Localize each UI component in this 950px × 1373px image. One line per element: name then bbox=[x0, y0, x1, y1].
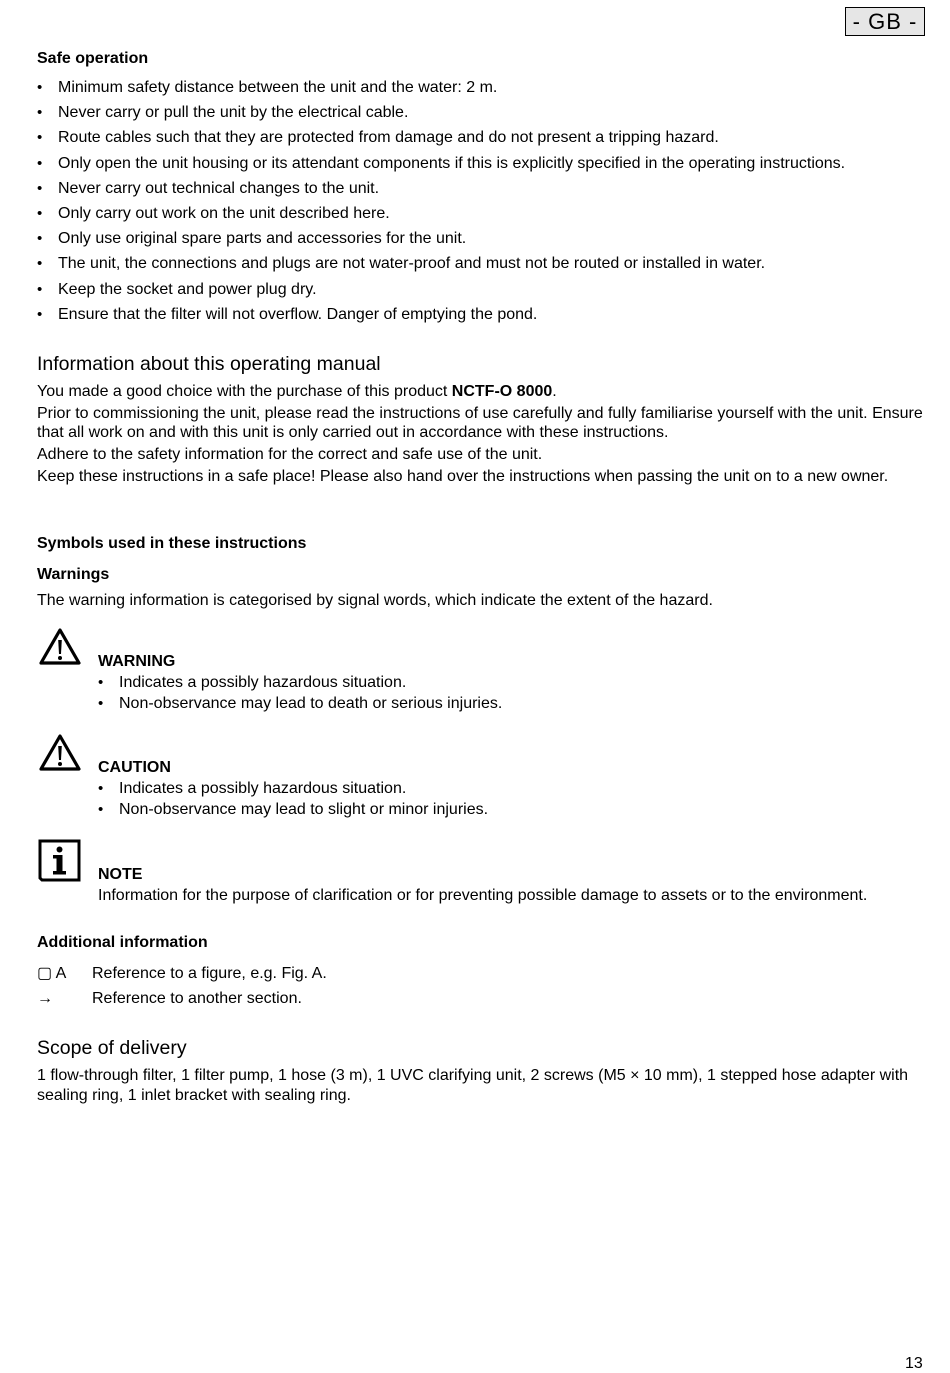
warning-title: WARNING bbox=[98, 653, 176, 670]
list-item: • Never carry or pull the unit by the electrical cable. bbox=[37, 103, 845, 128]
symbols-heading: Symbols used in these instructions bbox=[37, 535, 307, 552]
caution-title: CAUTION bbox=[98, 759, 171, 776]
additional-info-heading: Additional information bbox=[37, 934, 208, 951]
info-icon bbox=[38, 839, 81, 882]
caution-list bbox=[98, 778, 488, 820]
manual-paragraph-3: Keep these instructions in a safe place! Please also hand over the instructions when passing the unit on to a new owner. bbox=[37, 468, 889, 485]
manual-info-heading: Information about this operating manual bbox=[37, 353, 381, 375]
list-item: • Minimum safety distance between the unit and the water: 2 m. bbox=[37, 78, 845, 103]
list-item: • Keep the socket and power plug dry. bbox=[37, 280, 845, 305]
caution-block bbox=[98, 758, 488, 820]
list-item: • Route cables such that they are protected from damage and do not present a tripping hazard. bbox=[37, 128, 845, 153]
manual-info-body bbox=[37, 382, 927, 487]
note-title: NOTE bbox=[98, 866, 143, 883]
product-model: NCTF-O 8000 bbox=[451, 383, 553, 400]
figure-reference-text: Reference to a figure, e.g. Fig. A. bbox=[92, 965, 327, 982]
list-item: • Indicates a possibly hazardous situation. bbox=[98, 672, 502, 693]
list-item: • Indicates a possibly hazardous situation. bbox=[98, 778, 488, 799]
list-item: • Only carry out work on the unit described here. bbox=[37, 204, 845, 229]
intro-suffix: . bbox=[552, 383, 557, 400]
list-item: • The unit, the connections and plugs are not water-proof and must not be routed or installed in water. bbox=[37, 254, 845, 279]
warning-block bbox=[98, 652, 502, 714]
list-item: • Non-observance may lead to death or serious injuries. bbox=[98, 693, 502, 714]
list-item: • Ensure that the filter will not overflow. Danger of emptying the pond. bbox=[37, 305, 845, 330]
warning-triangle-icon bbox=[38, 627, 82, 667]
list-item: • Never carry out technical changes to the unit. bbox=[37, 179, 845, 204]
warnings-description: The warning information is categorised by signal words, which indicate the extent of the hazard. bbox=[37, 592, 713, 609]
intro-prefix: You made a good choice with the purchase of this product bbox=[37, 383, 452, 400]
language-tag: - GB - bbox=[845, 7, 925, 36]
note-text: Information for the purpose of clarification or for preventing possible damage to assets or to the environment. bbox=[98, 887, 868, 904]
figure-reference-row bbox=[37, 963, 327, 983]
scope-text: 1 flow-through filter, 1 filter pump, 1 hose (3 m), 1 UVC clarifying unit, 2 screws (M5 × 10 mm), 1 stepped hose adapter with sealing ring, 1 inlet bracket with sealing ring. bbox=[37, 1067, 909, 1104]
caution-triangle-icon bbox=[38, 733, 82, 773]
safe-operation-list bbox=[37, 78, 845, 330]
list-item: • Only use original spare parts and accessories for the unit. bbox=[37, 229, 845, 254]
manual-paragraph-1: Prior to commissioning the unit, please read the instructions of use carefully and fully familiarise yourself with the unit. Ensure that all work on and with this unit is only carried out in accordance with these instructions. bbox=[37, 404, 923, 441]
list-item: • Only open the unit housing or its attendant components if this is explicitly specified in the operating instructions. bbox=[37, 154, 845, 179]
warning-list bbox=[98, 672, 502, 714]
arrow-right-icon: → bbox=[37, 990, 53, 1007]
list-item: • Non-observance may lead to slight or minor injuries. bbox=[98, 799, 488, 820]
section-reference-text: Reference to another section. bbox=[92, 990, 302, 1007]
figure-reference-symbol: ▢ A bbox=[37, 965, 67, 982]
page-number: 13 bbox=[905, 1355, 923, 1372]
safe-operation-heading: Safe operation bbox=[37, 50, 149, 67]
section-reference-row bbox=[37, 990, 302, 1008]
scope-heading: Scope of delivery bbox=[37, 1037, 187, 1059]
warnings-heading: Warnings bbox=[37, 566, 110, 583]
manual-paragraph-2: Adhere to the safety information for the correct and safe use of the unit. bbox=[37, 445, 543, 463]
note-block bbox=[98, 865, 867, 907]
manual-intro bbox=[37, 382, 927, 402]
